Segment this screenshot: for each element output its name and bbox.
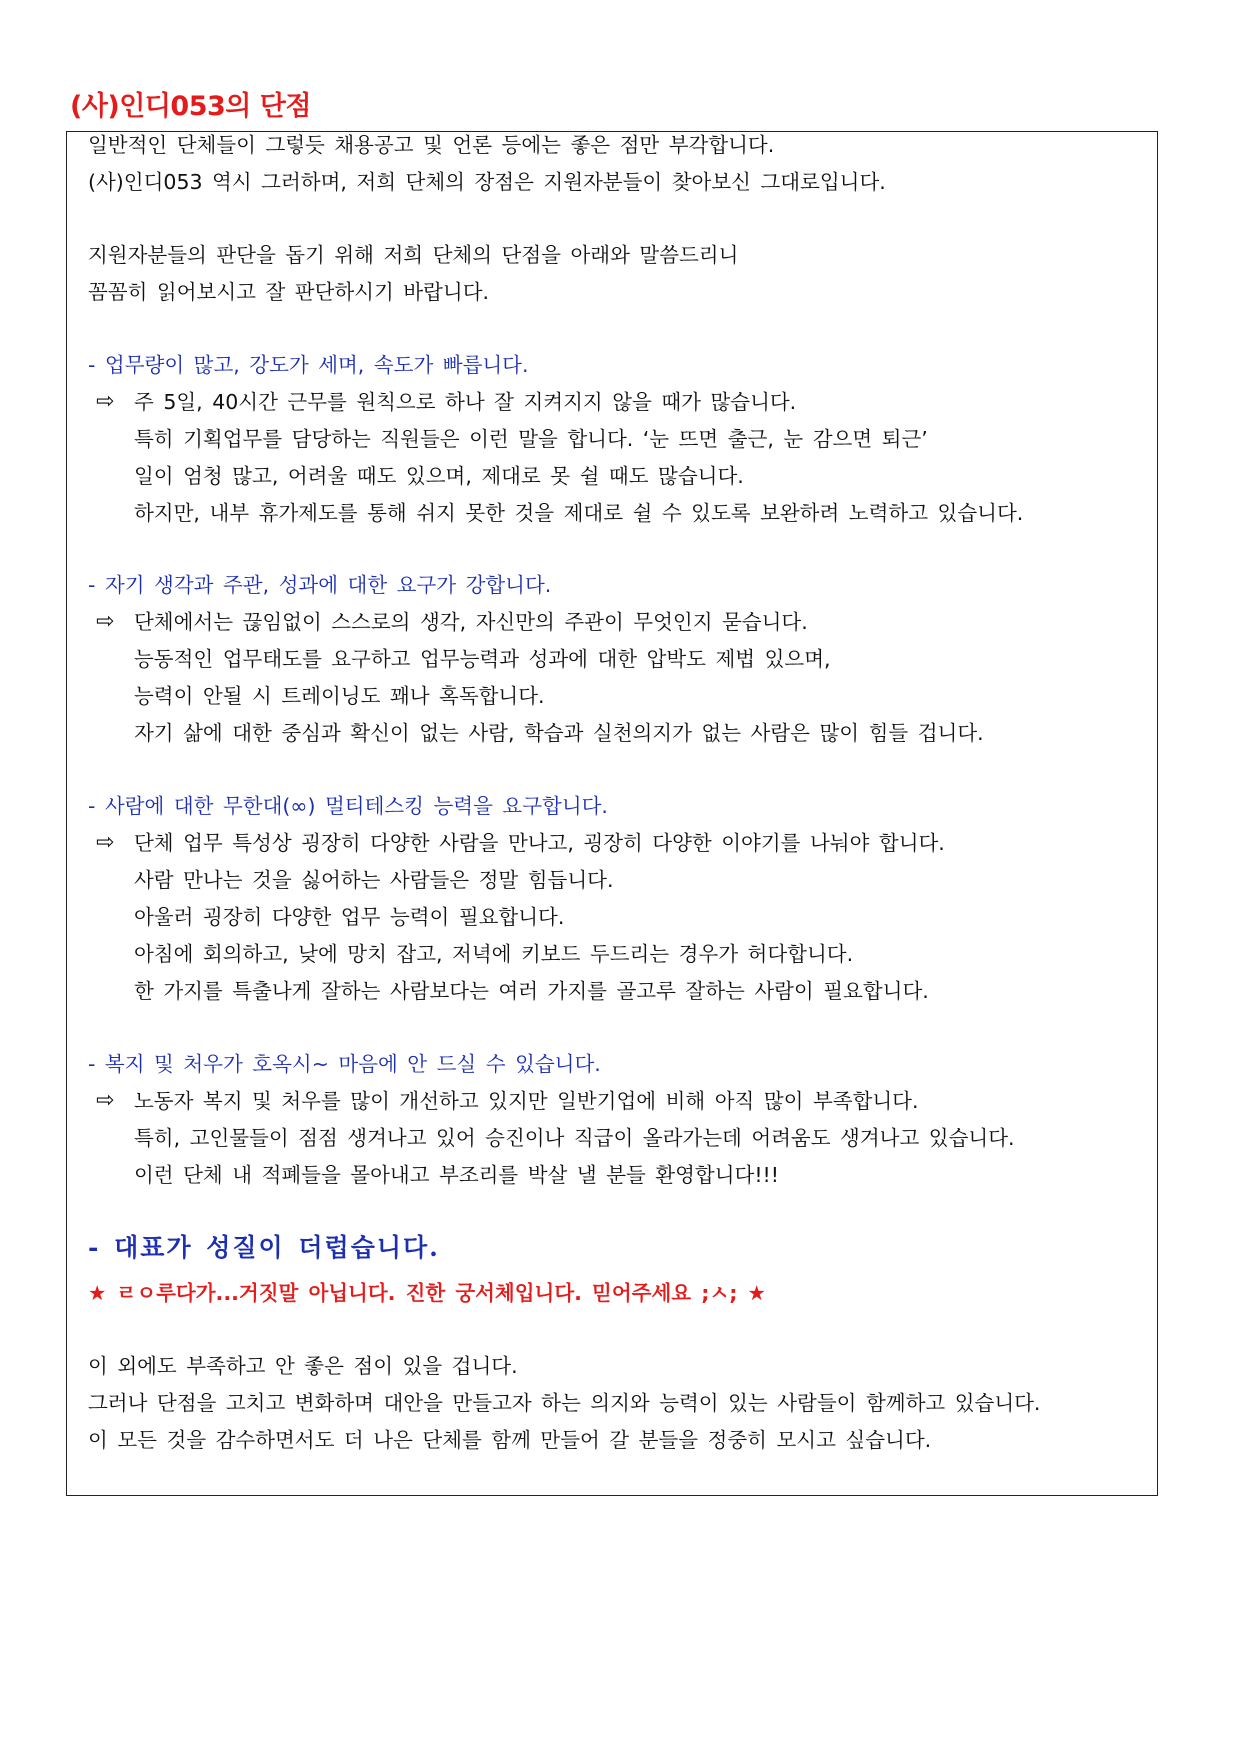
intro-line: 지원자분들의 판단을 돕기 위해 저희 단체의 단점을 아래와 말씀드리니 — [88, 243, 739, 267]
section-line: 사람 만나는 것을 싫어하는 사람들은 정말 힘듭니다. — [134, 868, 614, 892]
section-heading: - 복지 및 처우가 호옥시~ 마음에 안 드실 수 있습니다. — [88, 1052, 601, 1076]
closing-line: 그러나 단점을 고치고 변화하며 대안을 만들고자 하는 의지와 능력이 있는 사람들이 함께하고 있습니다. — [88, 1391, 1041, 1415]
arrow-icon: ⇨ — [96, 830, 115, 855]
section-line: 노동자 복지 및 처우를 많이 개선하고 있지만 일반기업에 비해 아직 많이 부족합니다. — [134, 1089, 919, 1113]
section-line: 자기 삶에 대한 중심과 확신이 없는 사람, 학습과 실천의지가 없는 사람은 많이 힘들 겁니다. — [134, 721, 984, 745]
section-line: 아울러 굉장히 다양한 업무 능력이 필요합니다. — [134, 905, 565, 929]
closing-line: 이 모든 것을 감수하면서도 더 나은 단체를 함께 만들어 갈 분들을 정중히 모시고 싶습니다. — [88, 1428, 932, 1452]
intro-line: (사)인디053 역시 그러하며, 저희 단체의 장점은 지원자분들이 찾아보신 그대로입니다. — [88, 170, 886, 194]
arrow-icon: ⇨ — [96, 389, 115, 414]
section-line: 특히, 고인물들이 점점 생겨나고 있어 승진이나 직급이 올라가는데 어려움도 생겨나고 있습니다. — [134, 1126, 1015, 1150]
section-line: 단체 업무 특성상 굉장히 다양한 사람을 만나고, 굉장히 다양한 이야기를 나눠야 합니다. — [134, 831, 945, 855]
intro-line: 일반적인 단체들이 그렇듯 채용공고 및 언론 등에는 좋은 점만 부각합니다. — [88, 133, 775, 157]
section-line: 능력이 안될 시 트레이닝도 꽤나 혹독합니다. — [134, 684, 545, 708]
boss-note: ★ ㄹㅇ루다가...거짓말 아닙니다. 진한 궁서체입니다. 믿어주세요 ;ㅅ; ★ — [88, 1281, 766, 1305]
page-title: (사)인디053의 단점 — [70, 91, 311, 122]
arrow-icon: ⇨ — [96, 609, 115, 634]
section-line: 특히 기획업무를 담당하는 직원들은 이런 말을 합니다. ‘눈 뜨면 출근, 눈 감으면 퇴근’ — [134, 427, 928, 451]
section-heading: - 사람에 대한 무한대(∞) 멀티테스킹 능력을 요구합니다. — [88, 794, 608, 818]
section-line: 일이 엄청 많고, 어려울 때도 있으며, 제대로 못 쉴 때도 많습니다. — [134, 464, 744, 488]
section-line: 아침에 회의하고, 낮에 망치 잡고, 저녁에 키보드 두드리는 경우가 허다합니다. — [134, 942, 854, 966]
section-heading: - 업무량이 많고, 강도가 세며, 속도가 빠릅니다. — [88, 353, 529, 377]
section-line: 능동적인 업무태도를 요구하고 업무능력과 성과에 대한 압박도 제법 있으며, — [134, 647, 831, 671]
section-line: 한 가지를 특출나게 잘하는 사람보다는 여러 가지를 골고루 잘하는 사람이 필요합니다. — [134, 979, 929, 1003]
closing-line: 이 외에도 부족하고 안 좋은 점이 있을 겁니다. — [88, 1354, 518, 1378]
section-line: 주 5일, 40시간 근무를 원칙으로 하나 잘 지켜지지 않을 때가 많습니다. — [134, 390, 797, 414]
section-line: 이런 단체 내 적폐들을 몰아내고 부조리를 박살 낼 분들 환영합니다!!! — [134, 1163, 779, 1187]
section-heading: - 자기 생각과 주관, 성과에 대한 요구가 강합니다. — [88, 573, 552, 597]
section-line: 단체에서는 끊임없이 스스로의 생각, 자신만의 주관이 무엇인지 묻습니다. — [134, 610, 808, 634]
boss-heading: - 대표가 성질이 더럽습니다. — [88, 1233, 440, 1262]
section-line: 하지만, 내부 휴가제도를 통해 쉬지 못한 것을 제대로 쉴 수 있도록 보완하려 노력하고 있습니다. — [134, 501, 1024, 525]
arrow-icon: ⇨ — [96, 1088, 115, 1113]
intro-line: 꼼꼼히 읽어보시고 잘 판단하시기 바랍니다. — [88, 280, 490, 304]
